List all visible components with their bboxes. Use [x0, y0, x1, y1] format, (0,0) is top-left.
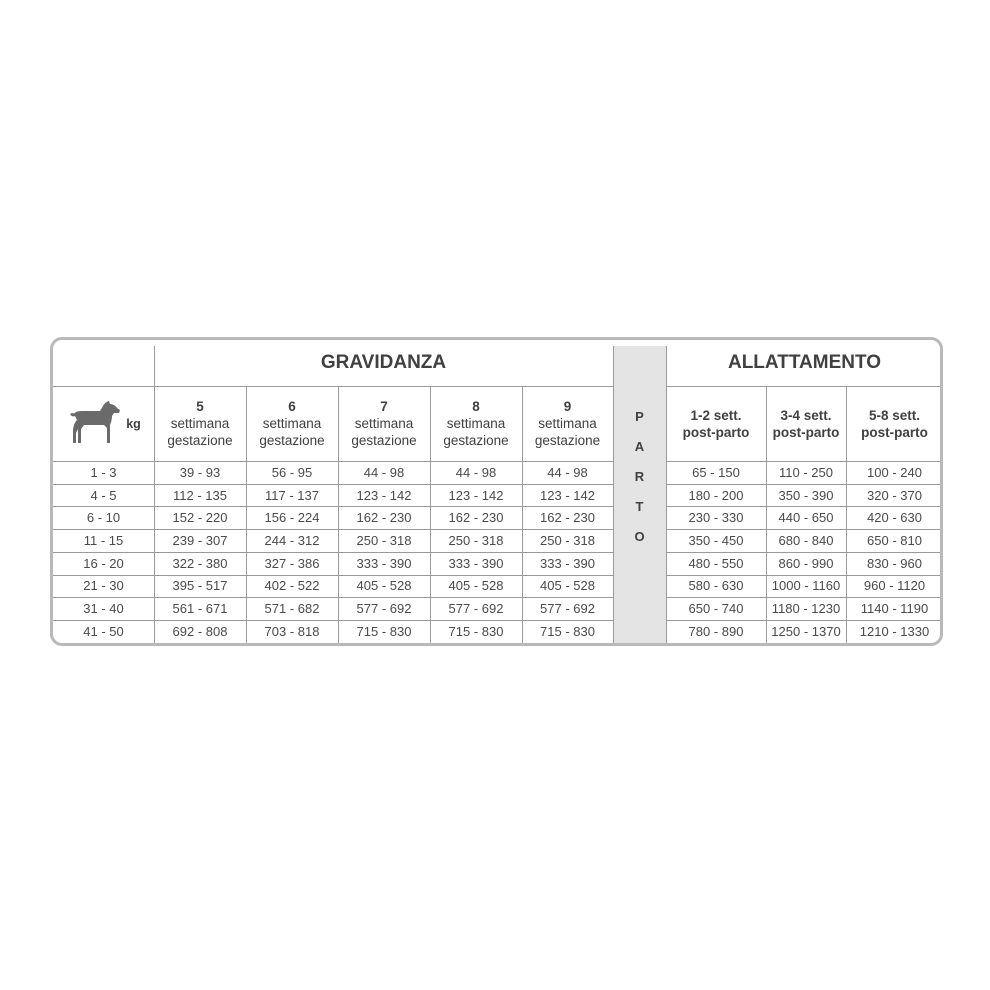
lactation-grams-cell: 650 - 810 [867, 532, 922, 548]
pregnancy-grams-cell: 123 - 142 [448, 487, 504, 503]
pregnancy-grams-cell: 571 - 682 [264, 601, 320, 617]
pregnancy-week-header [522, 386, 613, 461]
column-divider [430, 386, 431, 643]
pregnancy-grams-cell: 112 - 135 [173, 487, 227, 503]
birth-letter: A [634, 439, 645, 454]
row-divider [666, 597, 943, 598]
lactation-grams-cell: 830 - 960 [867, 555, 922, 571]
weight-range-cell: 31 - 40 [83, 601, 124, 617]
row-divider [53, 506, 613, 507]
pregnancy-grams-cell: 44 - 98 [547, 464, 588, 480]
lactation-grams-cell: 230 - 330 [688, 510, 744, 526]
row-divider [666, 506, 943, 507]
pregnancy-group-title: GRAVIDANZA [320, 352, 447, 373]
pregnancy-grams-cell: 322 - 380 [172, 555, 228, 571]
week-label: settimana [170, 416, 230, 431]
pregnancy-grams-cell: 123 - 142 [356, 487, 412, 503]
week-number: 8 [472, 399, 480, 414]
pregnancy-grams-cell: 250 - 318 [540, 532, 595, 548]
birth-letter: O [634, 529, 645, 544]
lactation-grams-cell: 110 - 250 [779, 464, 833, 480]
lactation-grams-cell: 1250 - 1370 [771, 623, 841, 639]
pregnancy-grams-cell: 156 - 224 [264, 510, 320, 526]
row-divider [53, 597, 613, 598]
postpartum-label: post-parto [861, 424, 928, 440]
weight-header [53, 386, 154, 461]
week-number: 6 [288, 399, 296, 414]
week-number: 5 [196, 399, 204, 414]
pregnancy-grams-cell: 250 - 318 [448, 532, 504, 548]
column-divider [338, 386, 339, 643]
period-label: 3-4 sett. [780, 407, 832, 423]
pregnancy-grams-cell: 244 - 312 [264, 532, 320, 548]
lactation-grams-cell: 65 - 150 [692, 464, 740, 480]
pregnancy-grams-cell: 405 - 528 [448, 578, 504, 594]
pregnancy-grams-cell: 333 - 390 [540, 555, 595, 571]
birth-letter: P [635, 409, 644, 424]
row-divider [53, 552, 613, 553]
lactation-grams-cell: 1140 - 1190 [860, 601, 929, 617]
gestation-label: gestazione [167, 433, 233, 448]
week-label: settimana [446, 416, 506, 431]
pregnancy-grams-cell: 239 - 307 [172, 532, 228, 548]
postpartum-label: post-parto [772, 424, 840, 440]
row-divider [666, 461, 943, 462]
row-divider [53, 386, 613, 387]
pregnancy-grams-cell: 123 - 142 [540, 487, 595, 503]
weight-range-cell: 4 - 5 [90, 487, 117, 503]
lactation-grams-cell: 440 - 650 [778, 510, 834, 526]
pregnancy-week-header [246, 386, 338, 461]
pregnancy-grams-cell: 692 - 808 [172, 623, 228, 639]
lactation-grams-cell: 350 - 450 [688, 532, 744, 548]
lactation-grams-cell: 680 - 840 [778, 532, 834, 548]
pregnancy-grams-cell: 577 - 692 [448, 601, 504, 617]
pregnancy-grams-cell: 44 - 98 [455, 464, 497, 480]
lactation-period-header [846, 386, 943, 461]
row-divider [666, 386, 943, 387]
gestation-label: gestazione [351, 433, 417, 448]
lactation-grams-cell: 180 - 200 [688, 487, 744, 503]
gestation-label: gestazione [534, 433, 601, 448]
postpartum-label: post-parto [682, 424, 750, 440]
weight-range-cell: 6 - 10 [86, 510, 121, 526]
feeding-table [50, 337, 943, 646]
weight-range-cell: 11 - 15 [83, 532, 124, 548]
week-label: settimana [262, 416, 322, 431]
column-divider [246, 386, 247, 643]
pregnancy-week-header [338, 386, 430, 461]
pregnancy-grams-cell: 402 - 522 [264, 578, 320, 594]
weight-range-cell: 16 - 20 [83, 555, 124, 571]
row-divider [666, 620, 943, 621]
lactation-grams-cell: 650 - 740 [688, 601, 744, 617]
pregnancy-grams-cell: 162 - 230 [448, 510, 504, 526]
lactation-grams-cell: 420 - 630 [867, 510, 922, 526]
lactation-group-title: ALLATTAMENTO [727, 352, 882, 373]
pregnancy-grams-cell: 405 - 528 [356, 578, 412, 594]
gestation-label: gestazione [443, 433, 509, 448]
pregnancy-grams-cell: 561 - 671 [172, 601, 228, 617]
lactation-period-header [766, 386, 846, 461]
row-divider [666, 484, 943, 485]
pregnancy-grams-cell: 715 - 830 [448, 623, 504, 639]
pregnancy-grams-cell: 577 - 692 [540, 601, 595, 617]
lactation-grams-cell: 960 - 1120 [863, 578, 926, 594]
pregnancy-grams-cell: 44 - 98 [363, 464, 405, 480]
pregnancy-grams-cell: 715 - 830 [356, 623, 412, 639]
week-label: settimana [354, 416, 414, 431]
lactation-grams-cell: 1210 - 1330 [859, 623, 930, 639]
pregnancy-grams-cell: 117 - 137 [265, 487, 319, 503]
column-divider [766, 386, 767, 643]
lactation-grams-cell: 350 - 390 [778, 487, 834, 503]
pregnancy-grams-cell: 56 - 95 [271, 464, 313, 480]
pregnancy-grams-cell: 715 - 830 [540, 623, 595, 639]
week-label: settimana [538, 416, 597, 431]
weight-range-cell: 41 - 50 [83, 623, 124, 639]
row-divider [666, 575, 943, 576]
pregnancy-grams-cell: 39 - 93 [179, 464, 221, 480]
gestation-label: gestazione [259, 433, 325, 448]
row-divider [666, 552, 943, 553]
birth-column [613, 346, 666, 643]
row-divider [53, 620, 613, 621]
row-divider [666, 529, 943, 530]
lactation-grams-cell: 580 - 630 [688, 578, 744, 594]
column-divider [613, 346, 614, 643]
weight-range-cell: 1 - 3 [90, 464, 117, 480]
pregnancy-grams-cell: 577 - 692 [356, 601, 412, 617]
birth-letter: R [634, 469, 645, 484]
weight-range-cell: 21 - 30 [83, 578, 124, 594]
pregnancy-grams-cell: 703 - 818 [264, 623, 320, 639]
weight-unit-label: kg [126, 416, 141, 431]
pregnancy-grams-cell: 152 - 220 [172, 510, 228, 526]
lactation-grams-cell: 100 - 240 [867, 464, 922, 480]
row-divider [53, 484, 613, 485]
lactation-grams-cell: 480 - 550 [688, 555, 744, 571]
pregnancy-grams-cell: 405 - 528 [540, 578, 595, 594]
lactation-grams-cell: 1180 - 1230 [771, 601, 841, 617]
dog-icon [66, 400, 122, 448]
pregnancy-grams-cell: 162 - 230 [356, 510, 412, 526]
lactation-grams-cell: 320 - 370 [867, 487, 922, 503]
week-number: 7 [380, 399, 388, 414]
row-divider [53, 529, 613, 530]
period-label: 1-2 sett. [690, 407, 742, 423]
lactation-period-header [666, 386, 766, 461]
row-divider [53, 461, 613, 462]
pregnancy-week-header [154, 386, 246, 461]
pregnancy-grams-cell: 333 - 390 [448, 555, 504, 571]
column-divider [522, 386, 523, 643]
period-label: 5-8 sett. [868, 407, 921, 423]
lactation-grams-cell: 780 - 890 [688, 623, 744, 639]
lactation-grams-cell: 860 - 990 [778, 555, 834, 571]
lactation-grams-cell: 1000 - 1160 [771, 578, 841, 594]
pregnancy-grams-cell: 333 - 390 [356, 555, 412, 571]
pregnancy-grams-cell: 162 - 230 [540, 510, 595, 526]
pregnancy-week-header [430, 386, 522, 461]
column-divider [846, 386, 847, 643]
pregnancy-grams-cell: 250 - 318 [356, 532, 412, 548]
row-divider [53, 575, 613, 576]
pregnancy-grams-cell: 395 - 517 [172, 578, 228, 594]
week-number: 9 [563, 399, 572, 414]
pregnancy-grams-cell: 327 - 386 [264, 555, 320, 571]
birth-letter: T [635, 499, 644, 514]
